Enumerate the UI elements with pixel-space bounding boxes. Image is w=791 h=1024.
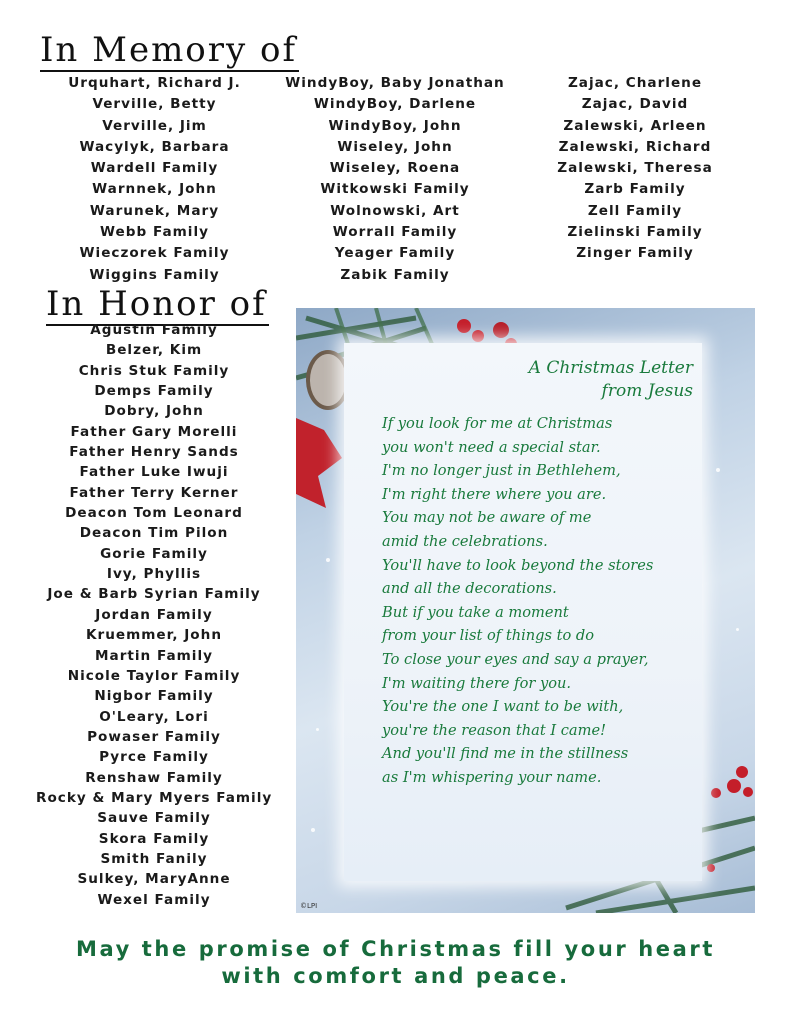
memory-name: WindyBoy, Baby Jonathan: [285, 75, 505, 91]
memory-name: Verville, Jim: [102, 117, 207, 134]
memory-name: Zell Family: [587, 202, 683, 219]
honor-name: Father Henry Sands: [69, 444, 239, 461]
honor-name: Joe & Barb Syrian Family: [47, 586, 261, 603]
poem-line: and all the decorations.: [382, 580, 557, 598]
memory-heading: In Memory of: [40, 30, 298, 70]
memory-name: Zalewski, Richard: [558, 138, 712, 155]
honor-name: Father Terry Kerner: [69, 484, 239, 501]
memory-name: Wiseley, Roena: [329, 160, 461, 177]
honor-column: [36, 320, 272, 910]
memory-column-2: [275, 73, 515, 286]
memory-name: Zinger Family: [576, 245, 694, 262]
red-star-icon: [296, 418, 342, 508]
honor-name: Deacon Tom Leonard: [65, 505, 243, 522]
poem-line: as I'm whispering your name.: [382, 768, 602, 786]
memory-name: Urquhart, Richard J.: [68, 75, 241, 91]
honor-name: Rocky & Mary Myers Family: [36, 789, 273, 806]
memory-name: Wieczorek Family: [79, 245, 230, 262]
honor-name: Sauve Family: [97, 810, 211, 827]
honor-name: Martin Family: [95, 647, 213, 664]
honor-heading: In Honor of: [46, 284, 267, 324]
honor-name: Dobry, John: [104, 403, 204, 420]
closing-message-line-1: May the promise of Christmas fill your heart: [75, 937, 716, 961]
poem-line: To close your eyes and say a prayer,: [382, 650, 649, 668]
card-title-line-2: from Jesus: [601, 381, 693, 401]
memory-name: Zajac, David: [581, 96, 689, 113]
honor-name: Renshaw Family: [85, 769, 223, 786]
honor-name: O'Leary, Lori: [99, 708, 209, 725]
honor-name: Kruemmer, John: [85, 627, 223, 644]
honor-name: Agustin Family: [90, 322, 218, 338]
honor-name: Skora Family: [98, 830, 210, 847]
honor-name: Nigbor Family: [94, 688, 214, 705]
poem-line: you won't need a special star.: [382, 438, 601, 456]
poem-line: amid the celebrations.: [382, 532, 548, 550]
memory-name: Wolnowski, Art: [330, 202, 460, 219]
memory-name: Wiggins Family: [89, 266, 220, 283]
memory-name: Verville, Betty: [92, 96, 217, 113]
memory-name: Zalewski, Arleen: [563, 117, 707, 134]
honor-name: Pyrce Family: [99, 749, 209, 766]
memory-column-1: [52, 73, 257, 286]
closing-message-line-2: with comfort and peace.: [221, 964, 570, 988]
memory-name: WindyBoy, Darlene: [313, 96, 477, 113]
honor-name: Demps Family: [94, 383, 214, 400]
card-title-line-1: A Christmas Letter: [528, 358, 693, 378]
honor-name: Father Luke Iwuji: [79, 464, 229, 481]
christmas-letter-card: [296, 308, 755, 913]
poem-line: I'm no longer just in Bethlehem,: [382, 462, 621, 480]
memory-name: Wardell Family: [90, 160, 219, 177]
poem-line: I'm waiting there for you.: [382, 674, 572, 692]
memory-name: Witkowski Family: [320, 181, 470, 198]
memory-name: Yeager Family: [334, 245, 456, 262]
poem-line: But if you take a moment: [382, 603, 569, 621]
honor-name: Father Gary Morelli: [70, 423, 238, 440]
memory-name: Wacylyk, Barbara: [79, 138, 230, 155]
memory-name: Zabik Family: [340, 266, 450, 283]
honor-name: Smith Fanily: [100, 850, 208, 867]
poem-line: I'm right there where you are.: [382, 485, 607, 503]
honor-name: Deacon Tim Pilon: [79, 525, 229, 542]
poem: [382, 412, 653, 790]
poem-line: You'll have to look beyond the stores: [382, 556, 654, 574]
poem-line: You're the one I want to be with,: [382, 698, 624, 716]
copyright-label: ©LPI: [300, 902, 318, 910]
poem-line: You may not be aware of me: [382, 509, 592, 527]
honor-name: Belzer, Kim: [105, 342, 203, 359]
memory-name: Zalewski, Theresa: [557, 160, 713, 177]
memory-name: Warunek, Mary: [89, 202, 220, 219]
honor-name: Sulkey, MaryAnne: [77, 871, 231, 888]
memory-column-3: [545, 73, 725, 265]
memory-name: Zajac, Charlene: [567, 75, 703, 91]
honor-name: Chris Stuk Family: [78, 362, 230, 379]
honor-name: Nicole Taylor Family: [67, 667, 241, 684]
honor-name: Gorie Family: [100, 545, 208, 562]
poem-line: from your list of things to do: [382, 627, 595, 645]
memory-name: Worrall Family: [332, 224, 458, 241]
memory-name: WindyBoy, John: [328, 117, 462, 134]
memory-name: Wiseley, John: [337, 138, 453, 155]
honor-name: Ivy, Phyllis: [106, 566, 202, 583]
memory-name: Warnnek, John: [92, 181, 217, 198]
poem-line: And you'll find me in the stillness: [382, 745, 629, 763]
memory-name: Webb Family: [100, 224, 209, 241]
memory-name: Zielinski Family: [567, 224, 703, 241]
poem-line: If you look for me at Christmas: [382, 415, 613, 432]
honor-name: Wexel Family: [97, 891, 211, 908]
honor-name: Jordan Family: [95, 606, 213, 623]
poem-line: you're the reason that I came!: [382, 721, 606, 739]
memory-name: Zarb Family: [584, 181, 686, 198]
honor-name: Powaser Family: [87, 728, 221, 745]
